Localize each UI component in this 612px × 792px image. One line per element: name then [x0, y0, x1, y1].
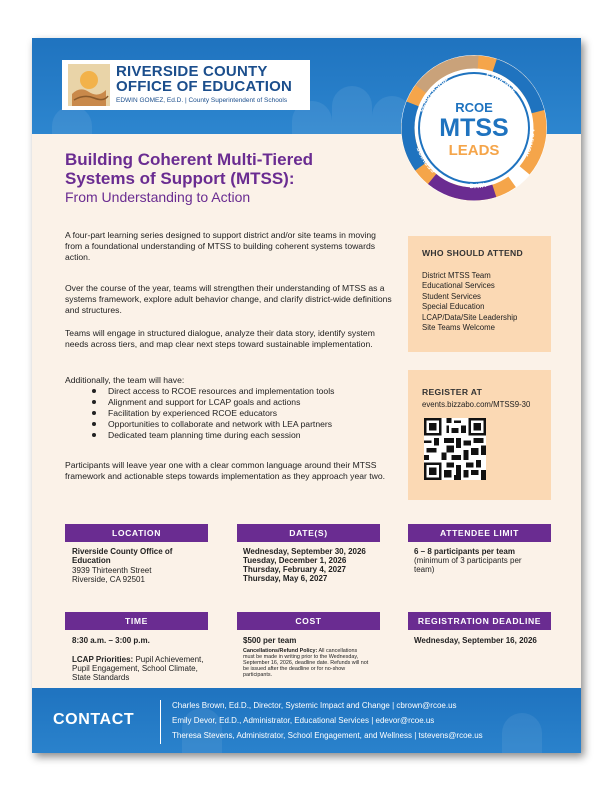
cost-value: $500 per team: [243, 636, 297, 645]
badge-ring-label-leadership: LEADERSHIP: [417, 76, 450, 113]
benefits-list: [92, 386, 392, 441]
logo-superintendent: EDWIN GOMEZ, Ed.D. | County Superintendent of Schools: [116, 97, 288, 104]
refund-policy: Cancellations/Refund Policy: All cancellations must be made in writing prior to the Wednesday, September 16, 2026, deadline date. Refunds will not be issued after the deadline or for no-show participants.: [243, 648, 369, 678]
logo-line-1: RIVERSIDE COUNTY: [116, 63, 268, 80]
contact-line-1[interactable]: Charles Brown, Ed.D., Director, Systemic Impact and Change | cbrown@rcoe.us: [172, 701, 457, 710]
list-item: Facilitation by experienced RCOE educators: [92, 408, 392, 419]
list-item: LCAP/Data/Site Leadership: [422, 312, 518, 322]
badge-ring-label-service: SERVICE: [416, 145, 438, 174]
subtitle: From Understanding to Action: [65, 189, 251, 205]
list-item: Direct access to RCOE resources and implementation tools: [92, 386, 392, 397]
body-paragraph-1: A four-part learning series designed to support district and/or site teams in moving from a foundational understanding of MTSS to building coherent systems towards action.: [65, 230, 376, 262]
list-item: Educational Services: [422, 281, 495, 291]
list-item: Special Education: [422, 302, 485, 312]
attendee-limit-note: (minimum of 3 participants per team): [414, 556, 522, 575]
list-item: Student Services: [422, 291, 481, 301]
badge-ring-label-agency: AGENCY: [521, 127, 536, 158]
contact-band: [32, 688, 581, 753]
contact-line-2[interactable]: Emily Devor, Ed.D., Administrator, Educational Services | edevor@rcoe.us: [172, 716, 435, 725]
body-paragraph-3: Teams will engage in structured dialogue, analyze their data story, identify system needs across tiers, and map clear next steps toward sustainable implementation.: [65, 328, 375, 349]
badge-mtss: MTSS: [439, 114, 509, 142]
date-4: Thursday, May 6, 2027: [243, 574, 328, 583]
date-1: Wednesday, September 30, 2026: [243, 547, 366, 556]
attendee-limit-value: 6 – 8 participants per team: [414, 547, 515, 556]
register-link[interactable]: events.bizzabo.com/MTSS9-30: [422, 400, 531, 409]
contact-line-3[interactable]: Theresa Stevens, Administrator, School Engagement, and Wellness | tstevens@rcoe.us: [172, 731, 483, 740]
list-item: Site Teams Welcome: [422, 323, 495, 333]
badge-ring-label-data: DATA: [469, 181, 487, 191]
badge-rcoe: RCOE: [455, 100, 493, 115]
title-line-1: Building Coherent Multi-Tiered: [65, 150, 314, 169]
attendee-limit-label: ATTENDEE LIMIT: [408, 524, 551, 542]
qr-code-icon[interactable]: [424, 418, 486, 480]
time-label: TIME: [65, 612, 208, 630]
location-label: LOCATION: [65, 524, 208, 542]
body-paragraph-2: Over the course of the year, teams will strengthen their understanding of MTSS as a systems framework, explore adult behavior change, and clarify district-wide definitions and structures.: [65, 283, 392, 315]
list-item: Dedicated team planning time during each session: [92, 430, 392, 441]
location-address-1: 3939 Thirteenth Street: [72, 566, 152, 575]
lcap-priorities: LCAP Priorities: Pupil Achievement, Pupil Engagement, School Climate, State Standards: [72, 655, 204, 683]
who-should-attend-box: [408, 236, 551, 352]
body-paragraph-5: Participants will leave year one with a clear common language around their MTSS framework and actionable steps towards implementation as they approach year two.: [65, 460, 386, 481]
date-3: Thursday, February 4, 2027: [243, 565, 347, 574]
list-item: Alignment and support for LCAP goals and actions: [92, 397, 392, 408]
location-address-2: Riverside, CA 92501: [72, 575, 145, 584]
cost-label: COST: [237, 612, 380, 630]
badge-leads: LEADS: [448, 142, 500, 159]
location-name: Riverside County Office of Education: [72, 547, 173, 566]
rcoe-emblem-icon: [68, 64, 110, 106]
list-item: District MTSS Team: [422, 271, 491, 280]
date-2: Tuesday, December 1, 2026: [243, 556, 347, 565]
contact-heading: CONTACT: [53, 711, 135, 728]
list-item: Opportunities to collaborate and network with LEA partners: [92, 419, 392, 430]
registration-deadline-label: REGISTRATION DEADLINE: [408, 612, 551, 630]
time-value: 8:30 a.m. – 3:00 p.m.: [72, 636, 150, 645]
logo-line-2: OFFICE OF EDUCATION: [116, 78, 293, 95]
flyer-page: [32, 38, 581, 753]
badge-ring-label-evidence: EVIDENCE: [485, 71, 518, 95]
register-heading: REGISTER AT: [422, 387, 483, 397]
contact-divider: [160, 700, 161, 744]
registration-deadline-value: Wednesday, September 16, 2026: [414, 636, 537, 645]
title-line-2: Systems of Support (MTSS):: [65, 169, 295, 188]
who-heading: WHO SHOULD ATTEND: [422, 248, 524, 258]
register-box: [408, 370, 551, 500]
rcoe-logo: [62, 60, 310, 110]
dates-label: DATE(S): [237, 524, 380, 542]
attendee-list: [422, 271, 517, 333]
body-paragraph-4: Additionally, the team will have:: [65, 375, 185, 385]
mtss-leads-badge: [400, 54, 548, 202]
